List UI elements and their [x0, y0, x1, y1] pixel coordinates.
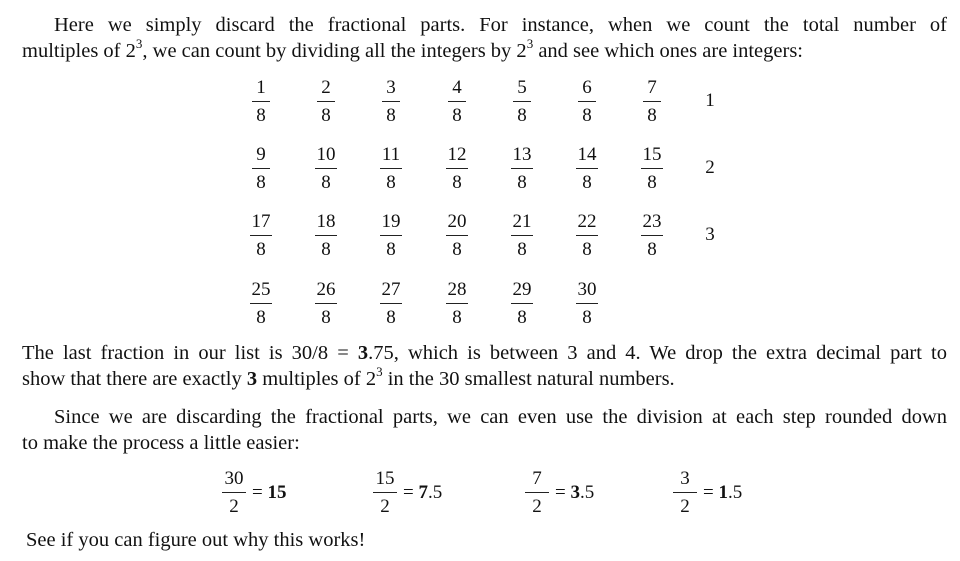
fraction-denominator: 8 — [256, 239, 266, 260]
fraction-bar — [380, 168, 402, 169]
fraction-numerator: 22 — [577, 211, 597, 232]
step-fraction — [373, 468, 397, 518]
fraction-bar — [373, 492, 397, 493]
intro-line-1: Here we simply discard the fractional parts. For instance, when we count the total number of — [54, 14, 947, 36]
step-result: = 7.5 — [403, 482, 443, 503]
grid-fraction — [494, 144, 550, 194]
fraction-denominator: 8 — [517, 239, 527, 260]
grid-fraction — [429, 77, 485, 127]
fraction-numerator: 1 — [256, 77, 266, 98]
fraction-denominator: 8 — [647, 239, 657, 260]
division-step — [673, 468, 742, 518]
fraction-denominator: 8 — [517, 307, 527, 328]
fraction-numerator: 20 — [447, 211, 467, 232]
fraction-numerator: 11 — [381, 144, 401, 165]
fraction-denominator: 2 — [532, 496, 542, 517]
fraction-denominator: 8 — [452, 105, 462, 126]
fraction-denominator: 8 — [386, 239, 396, 260]
grid-fraction — [233, 211, 289, 261]
step-fraction — [673, 468, 697, 518]
grid-row-count: 2 — [705, 157, 715, 178]
division-step — [222, 468, 286, 518]
fraction-bar — [380, 303, 402, 304]
fraction-bar — [250, 235, 272, 236]
grid-fraction — [429, 279, 485, 329]
fraction-numerator: 30 — [224, 468, 244, 489]
fraction-numerator: 25 — [251, 279, 271, 300]
fraction-bar — [448, 101, 466, 102]
grid-fraction — [494, 77, 550, 127]
intro-line-2: multiples of $2^3$, we can count by dividing all the integers by $2^3$ and see which ones are integers: — [22, 36, 804, 62]
fraction-bar — [252, 168, 270, 169]
fraction-denominator: 8 — [452, 307, 462, 328]
fraction-numerator: 9 — [256, 144, 266, 165]
fraction-bar — [252, 101, 270, 102]
fraction-bar — [446, 235, 468, 236]
fraction-numerator: 26 — [316, 279, 336, 300]
fraction-denominator: 8 — [582, 239, 592, 260]
closing-line: See if you can figure out why this works! — [26, 529, 366, 551]
grid-fraction — [494, 211, 550, 261]
fraction-denominator: 8 — [386, 105, 396, 126]
fraction-denominator: 8 — [647, 105, 657, 126]
grid-fraction — [624, 144, 680, 194]
fraction-denominator: 2 — [680, 496, 690, 517]
fraction-numerator: 19 — [381, 211, 401, 232]
fraction-denominator: 8 — [582, 172, 592, 193]
step-fraction — [222, 468, 246, 518]
fraction-denominator: 8 — [582, 307, 592, 328]
fraction-numerator: 3 — [680, 468, 690, 489]
fraction-numerator: 29 — [512, 279, 532, 300]
fraction-numerator: 17 — [251, 211, 271, 232]
fraction-denominator: 8 — [321, 239, 331, 260]
fraction-bar — [578, 101, 596, 102]
fraction-bar — [576, 303, 598, 304]
fraction-numerator: 6 — [582, 77, 592, 98]
fraction-bar — [446, 303, 468, 304]
grid-fraction — [363, 144, 419, 194]
grid-fraction — [233, 279, 289, 329]
fraction-numerator: 21 — [512, 211, 532, 232]
fraction-numerator: 15 — [375, 468, 395, 489]
grid-row-count: 3 — [705, 224, 715, 245]
grid-fraction — [363, 279, 419, 329]
fraction-denominator: 8 — [452, 172, 462, 193]
division-step — [525, 468, 594, 518]
fraction-numerator: 13 — [512, 144, 532, 165]
fraction-numerator: 12 — [447, 144, 467, 165]
fraction-bar — [315, 235, 337, 236]
fraction-denominator: 8 — [582, 105, 592, 126]
grid-fraction — [559, 211, 615, 261]
fraction-bar — [513, 101, 531, 102]
step-result: = 15 — [252, 482, 287, 503]
fraction-denominator: 8 — [256, 105, 266, 126]
fraction-denominator: 8 — [386, 307, 396, 328]
grid-fraction — [429, 211, 485, 261]
grid-fraction — [624, 77, 680, 127]
grid-fraction — [298, 211, 354, 261]
fraction-numerator: 10 — [316, 144, 336, 165]
conclusion-line-1: The last fraction in our list is 30/8 = 3.75, which is between 3 and 4. We drop the extra decimal part to — [22, 342, 947, 364]
fraction-numerator: 4 — [452, 77, 462, 98]
fraction-bar — [317, 101, 335, 102]
fraction-bar — [576, 168, 598, 169]
fraction-denominator: 2 — [229, 496, 239, 517]
second-paragraph-line-2: to make the process a little easier: — [22, 432, 300, 454]
fraction-bar — [380, 235, 402, 236]
grid-fraction — [363, 211, 419, 261]
fraction-bar — [382, 101, 400, 102]
fraction-numerator: 5 — [517, 77, 527, 98]
fraction-denominator: 8 — [256, 172, 266, 193]
fraction-bar — [525, 492, 549, 493]
fraction-bar — [222, 492, 246, 493]
fraction-denominator: 8 — [321, 172, 331, 193]
grid-fraction — [559, 144, 615, 194]
fraction-bar — [576, 235, 598, 236]
fraction-denominator: 8 — [647, 172, 657, 193]
second-paragraph-line-1: Since we are discarding the fractional parts, we can even use the division at each step rounded down — [54, 406, 947, 428]
fraction-bar — [643, 101, 661, 102]
grid-fraction — [429, 144, 485, 194]
fraction-denominator: 8 — [517, 172, 527, 193]
grid-fraction — [298, 77, 354, 127]
fraction-numerator: 28 — [447, 279, 467, 300]
fraction-bar — [641, 235, 663, 236]
fraction-denominator: 8 — [256, 307, 266, 328]
step-fraction — [525, 468, 549, 518]
fraction-bar — [641, 168, 663, 169]
division-step — [373, 468, 442, 518]
grid-fraction — [298, 144, 354, 194]
fraction-numerator: 18 — [316, 211, 336, 232]
fraction-numerator: 3 — [386, 77, 396, 98]
fraction-bar — [315, 303, 337, 304]
fraction-denominator: 8 — [386, 172, 396, 193]
grid-row-count: 1 — [705, 90, 715, 111]
fraction-numerator: 2 — [321, 77, 331, 98]
grid-fraction — [494, 279, 550, 329]
fraction-numerator: 30 — [577, 279, 597, 300]
fraction-numerator: 7 — [532, 468, 542, 489]
fraction-bar — [250, 303, 272, 304]
fraction-numerator: 15 — [642, 144, 662, 165]
fraction-denominator: 2 — [380, 496, 390, 517]
fraction-numerator: 14 — [577, 144, 597, 165]
fraction-bar — [511, 235, 533, 236]
step-result: = 1.5 — [703, 482, 743, 503]
grid-fraction — [363, 77, 419, 127]
grid-fraction — [624, 211, 680, 261]
fraction-numerator: 7 — [647, 77, 657, 98]
grid-fraction — [559, 77, 615, 127]
fraction-numerator: 27 — [381, 279, 401, 300]
fraction-bar — [511, 303, 533, 304]
fraction-bar — [673, 492, 697, 493]
fraction-denominator: 8 — [321, 105, 331, 126]
fraction-denominator: 8 — [452, 239, 462, 260]
fraction-denominator: 8 — [321, 307, 331, 328]
fraction-denominator: 8 — [517, 105, 527, 126]
conclusion-line-2: show that there are exactly 3 multiples of $2^3$ in the 30 smallest natural numbers. — [22, 364, 675, 390]
grid-fraction — [298, 279, 354, 329]
fraction-numerator: 23 — [642, 211, 662, 232]
step-result: = 3.5 — [555, 482, 595, 503]
grid-fraction — [559, 279, 615, 329]
grid-fraction — [233, 144, 289, 194]
fraction-bar — [315, 168, 337, 169]
fraction-bar — [511, 168, 533, 169]
fraction-bar — [446, 168, 468, 169]
grid-fraction — [233, 77, 289, 127]
